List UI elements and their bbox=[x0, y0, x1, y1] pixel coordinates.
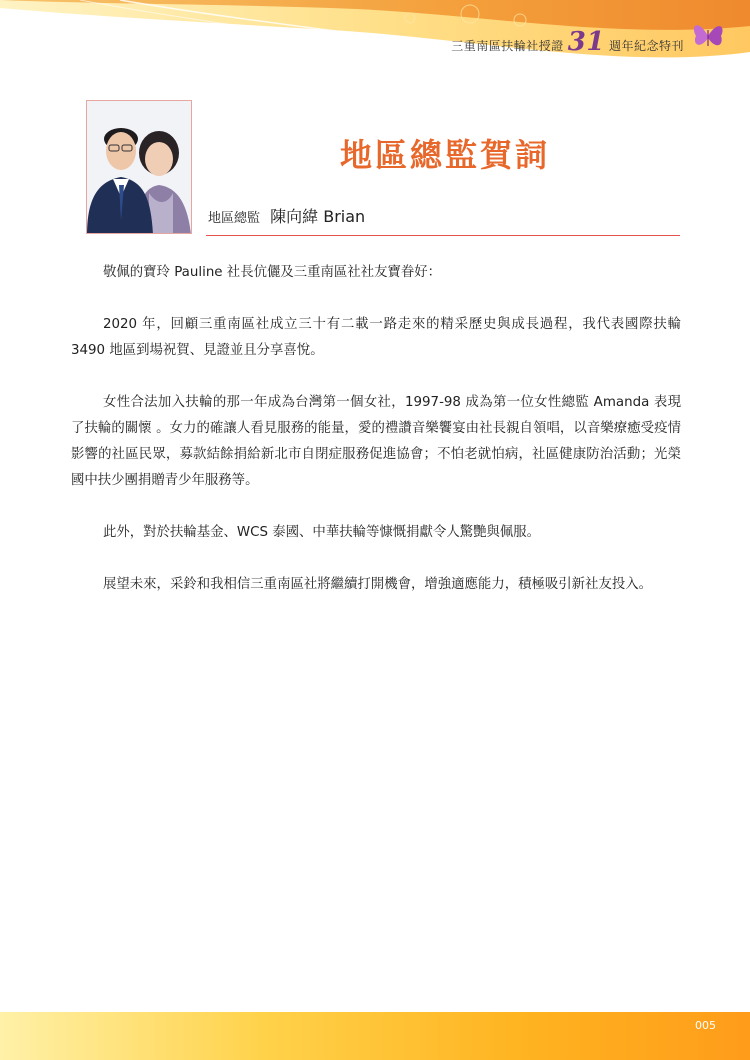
page-title: 地區總監賀詞 bbox=[339, 136, 550, 174]
message-body bbox=[71, 260, 681, 624]
portrait-photo bbox=[86, 100, 192, 234]
author-byline bbox=[208, 204, 365, 227]
publication-prefix: 三重南區扶輪社授證 bbox=[451, 38, 564, 53]
author-role: 地區總監 bbox=[208, 211, 261, 226]
footer-band bbox=[0, 1012, 750, 1060]
publication-suffix: 週年紀念特刊 bbox=[608, 38, 684, 53]
paragraph: 展望未來，采鈴和我相信三重南區社將繼續打開機會，增強適應能力，積極吸引新社友投入。 bbox=[103, 577, 653, 592]
portrait-illustration bbox=[87, 101, 192, 234]
title-divider bbox=[206, 235, 680, 236]
paragraph: 此外，對於扶輪基金、WCS 泰國、中華扶輪等慷慨捐獻令人驚艷與佩服。 bbox=[103, 525, 541, 540]
butterfly-icon bbox=[692, 16, 724, 56]
paragraph: 2020 年，回顧三重南區社成立三十有二載一路走來的精采歷史與成長過程，我代表國際扶輪 3490 地區到場祝賀、見證並且分享喜悅。 bbox=[71, 317, 681, 358]
anniversary-number: 31 bbox=[567, 27, 605, 57]
publication-title bbox=[451, 27, 684, 60]
author-name: 陳向緯 Brian bbox=[270, 207, 366, 226]
paragraph: 女性合法加入扶輪的那一年成為台灣第一個女社，1997-98 成為第一位女性總監 Amanda 表現了扶輪的關懷 。女力的確讓人看見服務的能量，愛的禮讚音樂饗宴由社長親自領唱，以音樂療癒受疫情影響的社區民眾，募款結餘捐給新北市自閉症服務促進協會；不怕老就怕病，社區健康防治活動；光榮國中扶少團捐贈青少年服務等。 bbox=[71, 395, 681, 488]
page-number: 005 bbox=[695, 1019, 716, 1032]
paragraph-salutation: 敬佩的寶玲 Pauline 社長伉儷及三重南區社社友寶眷好： bbox=[103, 265, 442, 280]
